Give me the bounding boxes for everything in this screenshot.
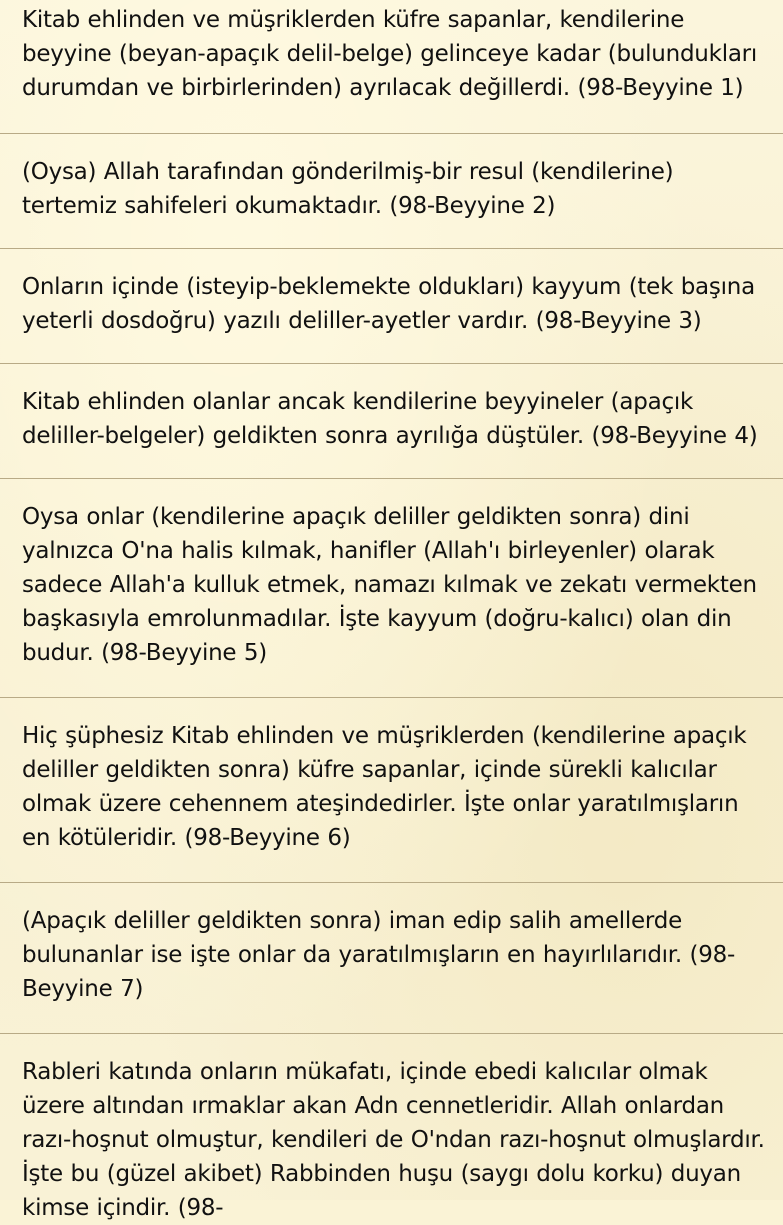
verse-block: [0, 3, 783, 105]
verse-text: Rableri katında onların mükafatı, içinde ebedi kalıcılar olmak üzere altından ırmaklar akan Adn cennetleridir. Allah onlardan razı-hoşnut olmuştur, kendileri de O'ndan razı-hoşnut olmuşlardır. İşte bu (güzel akibet) Rabbinden huşu (saygı dolu korku) duyan kimse içindir. (98-: [22, 1059, 765, 1221]
verse-block: [0, 500, 783, 670]
divider: [0, 1033, 783, 1034]
divider: [0, 478, 783, 479]
verse-text: (Apaçık deliller geldikten sonra) iman edip salih amellerde bulunanlar ise işte onlar da yaratılmışların en hayırlılarıdır. (98-Beyyine 7): [22, 908, 736, 1002]
divider: [0, 697, 783, 698]
verse-text: Oysa onlar (kendilerine apaçık deliller geldikten sonra) dini yalnızca O'na halis kılmak, hanifler (Allah'ı birleyenler) olarak sadece Allah'a kulluk etmek, namazı kılmak ve zekatı vermekten başkasıyla emrolunmadılar. İşte kayyum (doğru-kalıcı) olan din budur. (98-Beyyine 5): [22, 504, 757, 666]
verse-block: [0, 719, 783, 855]
divider: [0, 133, 783, 134]
verse-block: [0, 904, 783, 1006]
verse-text: Kitab ehlinden ve müşriklerden küfre sapanlar, kendilerine beyyine (beyan-apaçık delil-belge) gelinceye kadar (bulundukları durumdan ve birbirlerinden) ayrılacak değillerdi. (98-Beyyine 1): [22, 7, 758, 101]
verse-text: (Oysa) Allah tarafından gönderilmiş-bir resul (kendilerine) tertemiz sahifeleri okumaktadır. (98-Beyyine 2): [22, 159, 674, 219]
divider: [0, 248, 783, 249]
divider: [0, 363, 783, 364]
verse-text: Onların içinde (isteyip-beklemekte oldukları) kayyum (tek başına yeterli dosdoğru) yazılı deliller-ayetler vardır. (98-Beyyine 3): [22, 274, 755, 334]
verse-block: [0, 155, 783, 223]
verse-text: Kitab ehlinden olanlar ancak kendilerine beyyineler (apaçık deliller-belgeler) geldikten sonra ayrılığa düştüler. (98-Beyyine 4): [22, 389, 758, 449]
verse-block: [0, 385, 783, 453]
divider: [0, 882, 783, 883]
verse-block: [0, 270, 783, 338]
verse-block: [0, 1055, 783, 1225]
verse-text: Hiç şüphesiz Kitab ehlinden ve müşriklerden (kendilerine apaçık deliller geldikten sonra) küfre sapanlar, içinde sürekli kalıcılar olmak üzere cehennem ateşindedirler. İşte onlar yaratılmışların en kötüleridir. (98-Beyyine 6): [22, 723, 747, 851]
